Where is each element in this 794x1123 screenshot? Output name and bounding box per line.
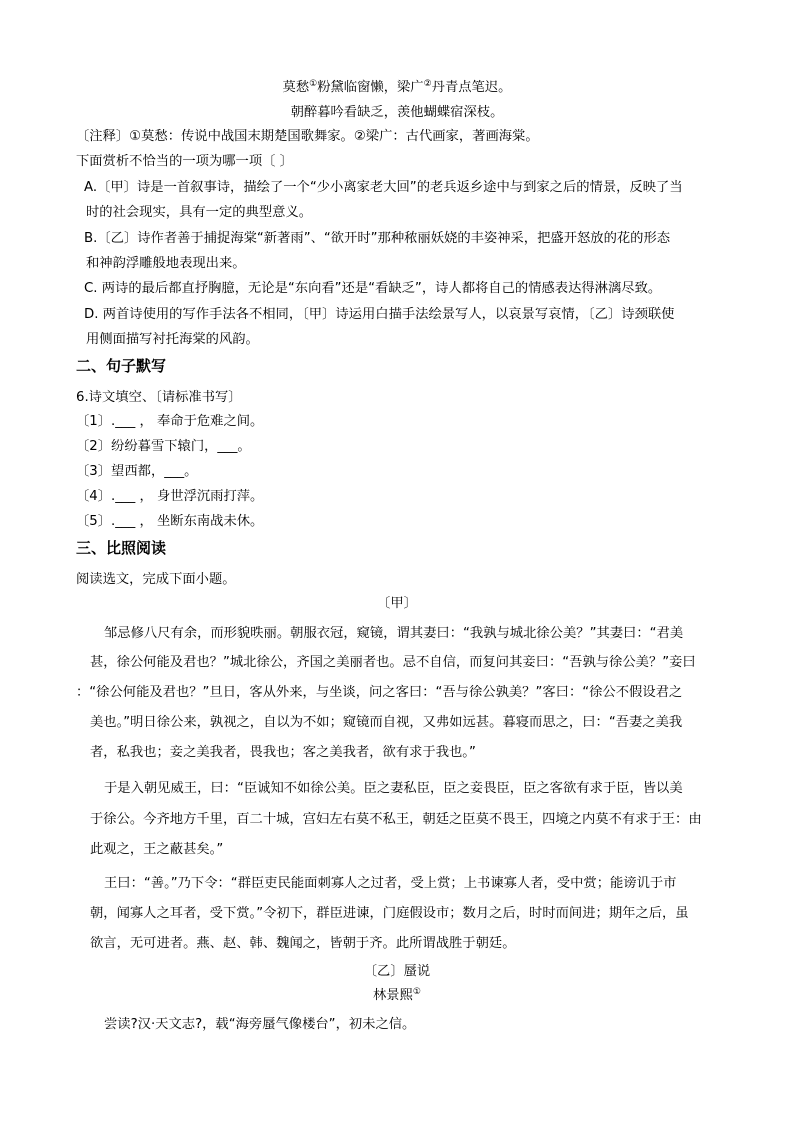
question-6: 6.诗文填空、〔请标准书写〕 — [76, 390, 242, 405]
passage-jia-line: 此观之，王之蔽甚矣。” — [90, 842, 224, 857]
option-b-cont: 和神韵浮雕般地表现出来。 — [86, 256, 246, 271]
option-d[interactable]: D. 两首诗使用的写作手法各不相同，〔甲〕诗运用白描手法绘景写人，以哀景写哀情，〔乙〕诗颈联使 — [84, 307, 675, 322]
passage-yi-line: 尝读?汉·天文志?，载“海旁蜃气像楼台”，初未之信。 — [104, 1017, 416, 1032]
passage-jia-line: 甚，徐公何能及君也？”城北徐公，齐国之美丽者也。忌不自信，而复问其妾曰：“吾孰与徐公美？”妾曰 — [90, 655, 696, 670]
passage-jia-line: 欲言，无可进者。燕、赵、韩、魏闻之，皆朝于齐。此所谓战胜于朝廷。 — [90, 936, 516, 951]
option-a[interactable]: A.〔甲〕诗是一首叙事诗，描绘了一个“少小离家老大回”的老兵返乡途中与到家之后的情景，反映了当 — [84, 180, 683, 195]
passage-jia-line: 于徐公。今齐地方千里，百二十城，宫妇左右莫不私王，朝廷之臣莫不畏王，四境之内莫不有求于王：由 — [90, 812, 702, 827]
passage-jia-title: 〔甲〕 — [377, 596, 417, 611]
passage-yi-author: 林景熙① — [373, 987, 421, 1003]
fill-item-5[interactable]: 〔5〕.___ ， 坐断东南战未休。 — [76, 514, 264, 529]
option-b[interactable]: B.〔乙〕诗作者善于捕捉海棠“新著雨”、“欲开时”那种秾丽妖娆的丰姿神采，把盛开怒放的花的形态 — [84, 231, 671, 246]
fill-item-4[interactable]: 〔4〕.___ ， 身世浮沉雨打萍。 — [76, 489, 264, 504]
passage-jia-line: ：“徐公何能及君也？”旦日，客从外来，与坐谈，问之客曰：“吾与徐公孰美？”客曰：“徐公不假设君之 — [76, 685, 683, 700]
passage-jia-line: 朝，闻寡人之耳者，受下赏。”令初下，群臣进谏，门庭假设市；数月之后，时时而间进；期年之后，虽 — [90, 906, 689, 921]
passage-jia-line: 美也。”明日徐公来，孰视之，自以为不如；窥镜而自视，又弗如远甚。暮寝而思之，曰：“吾妻之美我 — [90, 715, 683, 730]
passage-jia-line: 王曰：“善。”乃下令：“群臣吏民能面刺寡人之过者，受上赏；上书谏寡人者，受中赏；能谤讥于市 — [104, 876, 677, 891]
poem-annotation: 〔注释〕①莫愁：传说中战国末期楚国歌舞家。②梁广：古代画家，著画海棠。 — [76, 129, 539, 144]
passage-jia-line: 邹忌修八尺有余，而形貌昳丽。朝服衣冠，窥镜，谓其妻曰：“我孰与城北徐公美？”其妻曰：“君美 — [104, 626, 684, 641]
reading-instruction: 阅读选文，完成下面小题。 — [76, 572, 236, 587]
passage-jia-line: 于是入朝见威王，曰：“臣诚知不如徐公美。臣之妻私臣，臣之妾畏臣，臣之客欲有求于臣，皆以美 — [104, 781, 683, 796]
poem-line-2: 朝醉暮吟看缺乏，羡他蝴蝶宿深枝。 — [290, 105, 504, 120]
option-c[interactable]: C. 两诗的最后都直抒胸臆，无论是“东向看”还是“看缺乏”，诗人都将自己的情感表达得淋漓尽致。 — [84, 281, 662, 296]
option-d-cont: 用侧面描写衬托海棠的风韵。 — [86, 332, 259, 347]
passage-yi-title: 〔乙〕蜃说 — [363, 964, 431, 979]
fill-item-3[interactable]: 〔3〕望西都，___。 — [76, 464, 198, 479]
fill-item-2[interactable]: 〔2〕纷纷暮雪下辕门，___。 — [76, 439, 251, 454]
passage-jia-line: 者，私我也；妾之美我者，畏我也；客之美我者，欲有求于我也。” — [90, 745, 476, 760]
section-title-dictation: 二、句子默写 — [76, 357, 167, 375]
option-a-cont: 时的社会现实，具有一定的典型意义。 — [86, 205, 313, 220]
poem-line-1: 莫愁①粉黛临窗懒，梁广②丹青点笔迟。 — [282, 79, 512, 95]
question-stem: 下面赏析不恰当的一项为哪一项〔 〕 — [76, 154, 293, 169]
section-title-comparative-reading: 三、比照阅读 — [76, 539, 167, 557]
fill-item-1[interactable]: 〔1〕.___ ， 奉命于危难之间。 — [76, 414, 264, 429]
